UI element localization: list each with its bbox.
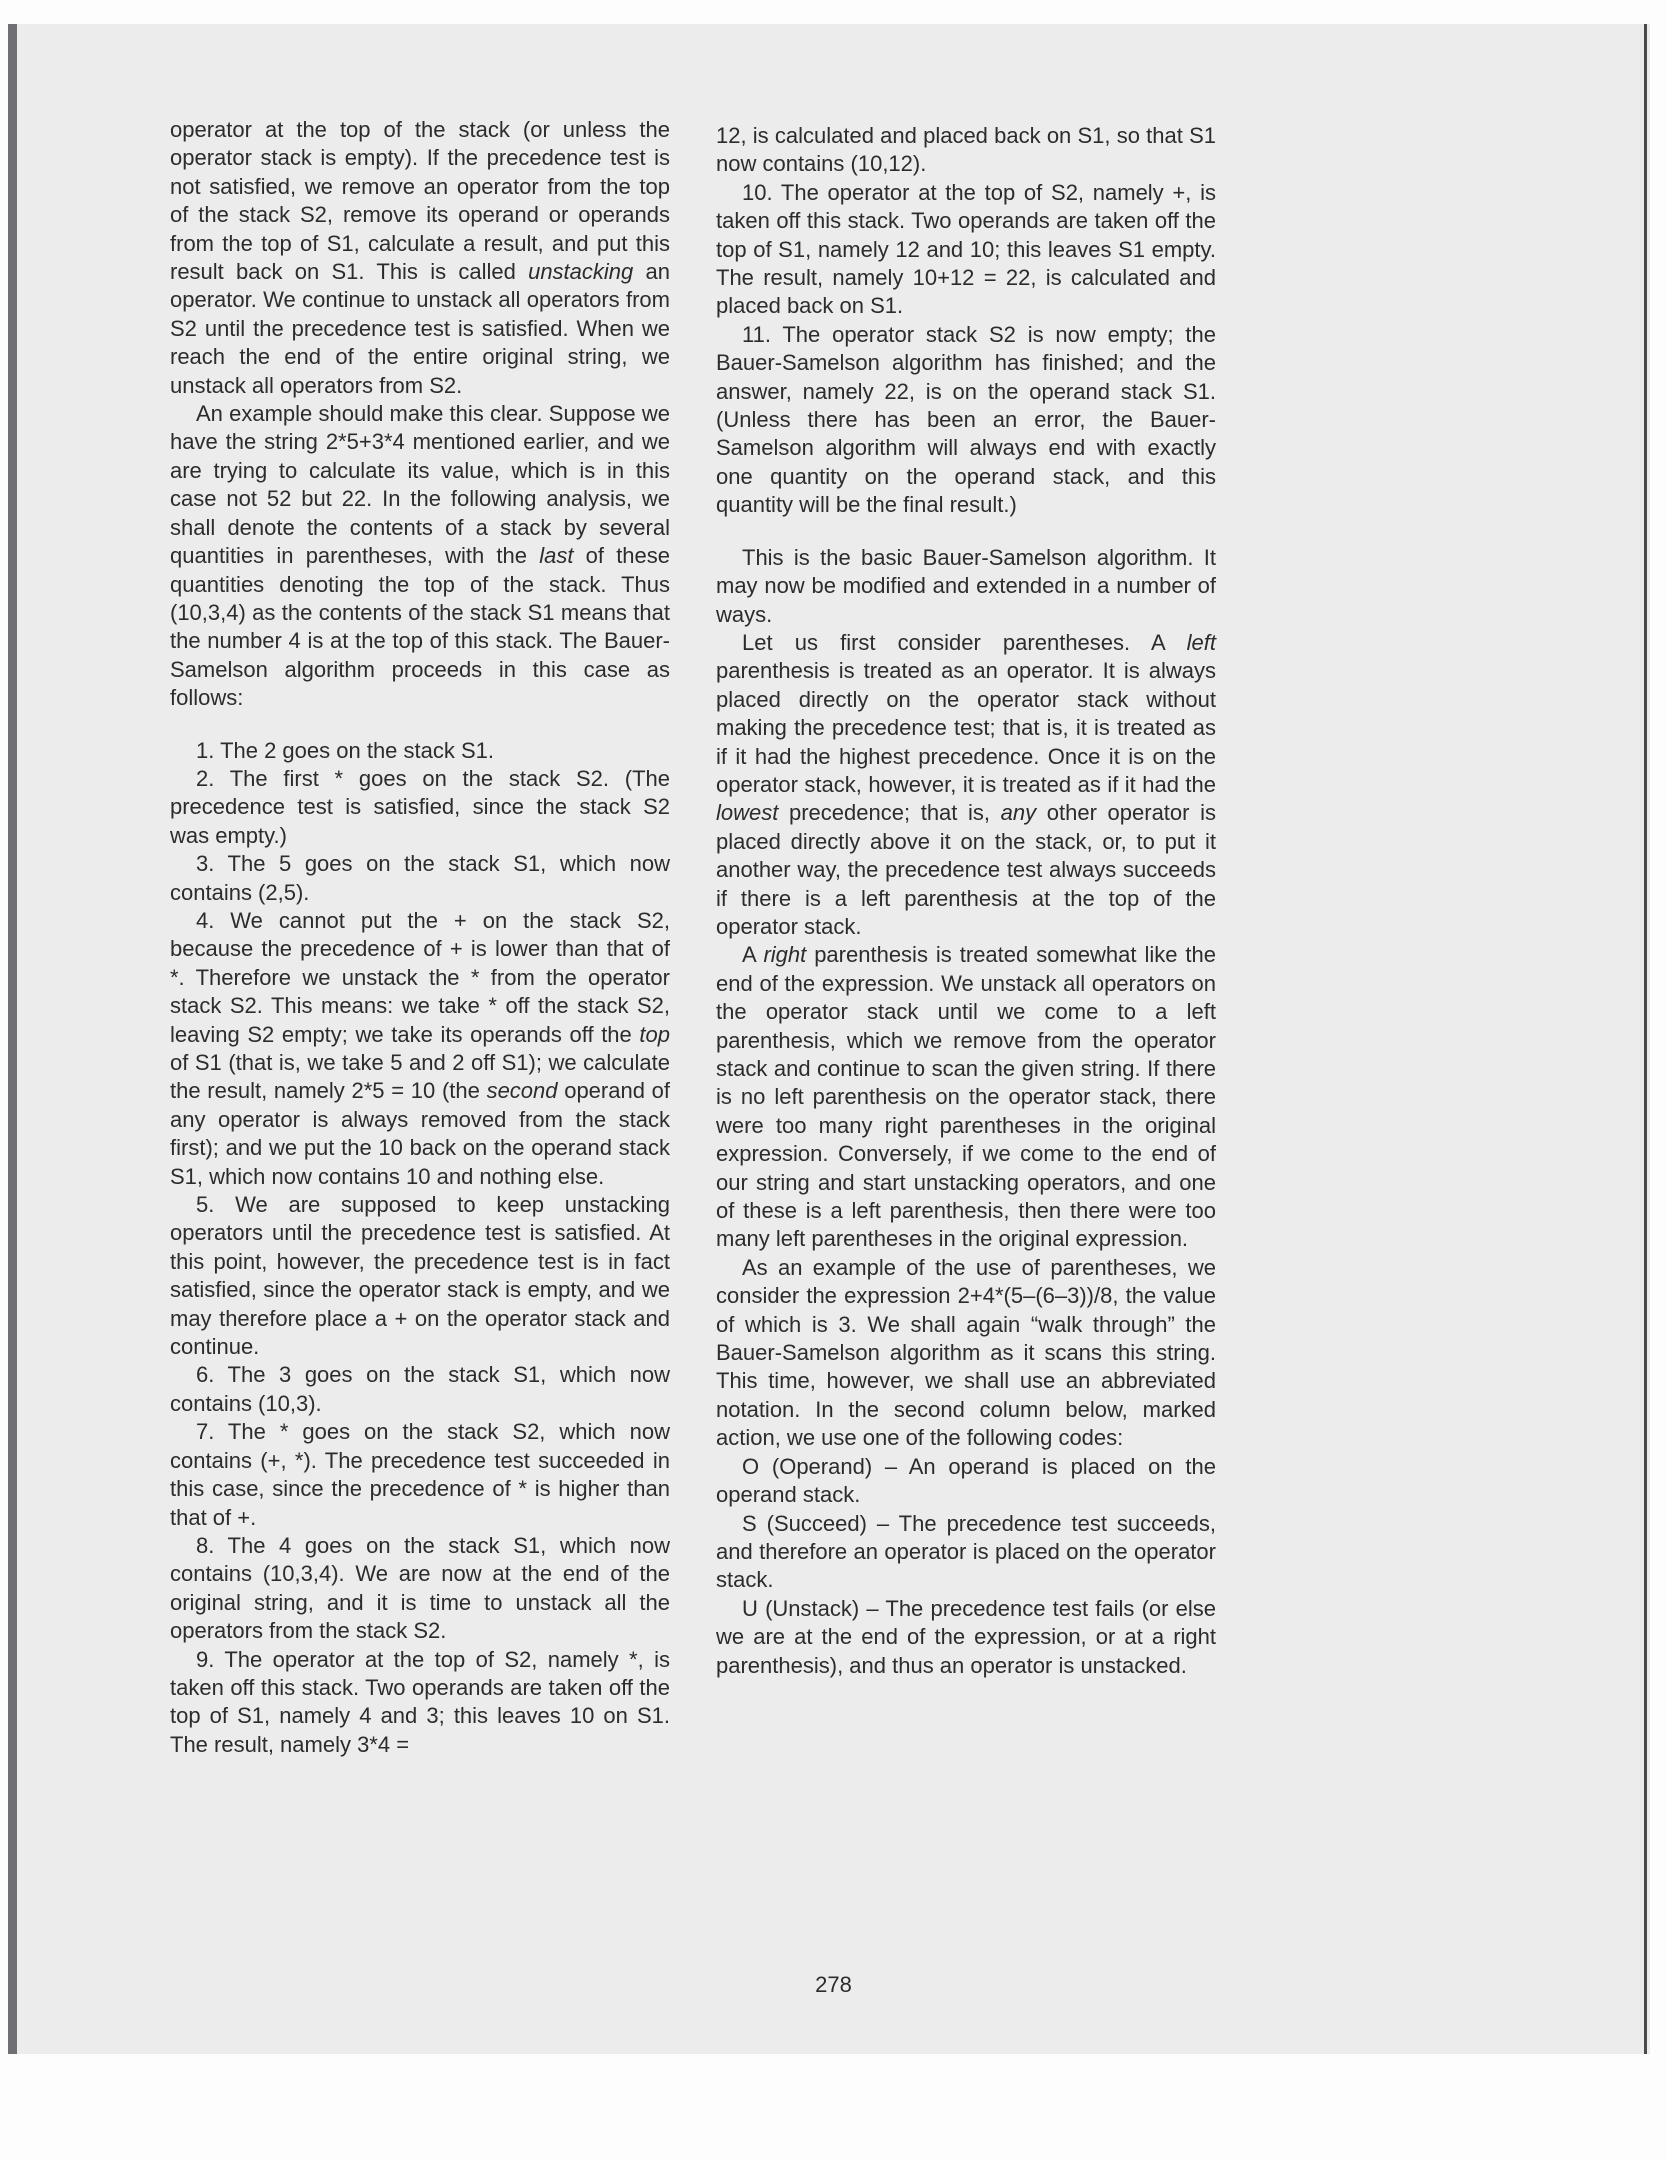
step-4: 4. We cannot put the + on the stack S2, because the precedence of + is lower than that of *. Therefore we unstack the * from the operator stack S2. This means: we take * off the stack S2, leaving S2 empty; we take its operands off the top of S1 (that is, we take 5 and 2 off S1); we calculate the result, namely 2*5 = 10 (the second operand of any operator is always removed from the stack first); and we put the 10 back on the operand stack S1, which now contains 10 and nothing else. (170, 907, 670, 1189)
code-operand: O (Operand) – An operand is placed on the operand stack. (716, 1453, 1216, 1508)
code-unstack: U (Unstack) – The precedence test fails (or else we are at the end of the expression, or at a right parenthesis), and thus an operator is unstacked. (716, 1595, 1216, 1678)
step-8: 8. The 4 goes on the stack S1, which now contains (10,3,4). We are now at the end of the original string, and it is time to unstack all the operators from the stack S2. (170, 1532, 670, 1644)
step-10: 10. The operator at the top of S2, namely +, is taken off this stack. Two operands are taken off the top of S1, namely 12 and 10; this leaves S1 empty. The result, namely 10+12 = 22, is calculated and placed back on S1. (716, 179, 1216, 319)
step-7: 7. The * goes on the stack S2, which now contains (+, *). The precedence test succeeded in this case, since the precedence of * is higher than that of +. (170, 1419, 670, 1530)
step-3: 3. The 5 goes on the stack S1, which now contains (2,5). (170, 851, 670, 905)
step-11: 11. The operator stack S2 is now empty; the Bauer-Samelson algorithm has finished; and the answer, namely 22, is on the operand stack S1. (Unless there has been an error, the Bauer-Samelson algorithm will always end with exactly one quantity on the operand stack, and this quantity will be the final result.) (716, 321, 1216, 518)
right-column (716, 122, 1216, 1680)
step-1: 1. The 2 goes on the stack S1. (196, 737, 495, 763)
intro-paragraph: operator at the top of the stack (or unless the operator stack is empty). If the precedence test is not satisfied, we remove an operator from the top of the stack S2, remove its operand or operands from the top of S1, calculate a result, and put this result back on S1. This is called unstacking an operator. We continue to unstack all operators from S2 until the precedence test is satisfied. When we reach the end of the entire original string, we unstack all operators from S2. (170, 117, 670, 398)
step-2: 2. The first * goes on the stack S2. (The precedence test is satisfied, since the stack S2 was empty.) (170, 765, 670, 848)
parentheses-example-paragraph: As an example of the use of parentheses, we consider the expression 2+4*(5–(6–3))/8, the value of which is 3. We shall again “walk through” the Bauer-Samelson algorithm as it scans this string. This time, however, we shall use an abbreviated notation. In the second column below, marked action, we use one of the following codes: (716, 1254, 1216, 1451)
example-paragraph: An example should make this clear. Suppose we have the string 2*5+3*4 mentioned earlier, and we are trying to calculate its value, which is in this case not 52 but 22. In the following analysis, we shall denote the contents of a stack by several quantities in parentheses, with the last of these quantities denoting the top of the stack. Thus (10,3,4) as the contents of the stack S1 means that the number 4 is at the top of this stack. The Bauer-Samelson algorithm proceeds in this case as follows: (170, 401, 671, 711)
basic-algorithm-paragraph: This is the basic Bauer-Samelson algorithm. It may now be modified and extended in a number of ways. (716, 544, 1216, 627)
page-number: 278 (815, 1972, 852, 1997)
step-9: 9. The operator at the top of S2, namely *, is taken off this stack. Two operands are taken off the top of S1, namely 4 and 3; this leaves 10 on S1. The result, namely 3*4 = (170, 1646, 670, 1757)
page-edge (1644, 24, 1647, 2054)
step-5: 5. We are supposed to keep unstacking operators until the precedence test is satisfied. At this point, however, the precedence test is in fact satisfied, since the operator stack is empty, and we may therefore place a + on the operator stack and continue. (170, 1192, 670, 1360)
left-column (170, 116, 670, 1759)
step-9-continued: 12, is calculated and placed back on S1, so that S1 now contains (10,12). (716, 123, 1216, 177)
binding-edge (8, 24, 17, 2054)
code-succeed: S (Succeed) – The precedence test succeeds, and therefore an operator is placed on the operator stack. (716, 1510, 1216, 1593)
step-6: 6. The 3 goes on the stack S1, which now contains (10,3). (170, 1362, 670, 1416)
right-parenthesis-paragraph: A right parenthesis is treated somewhat like the end of the expression. We unstack all operators on the operator stack until we come to a left parenthesis, which we remove from the operator stack and continue to scan the given string. If there is no left parenthesis on the operator stack, there were too many right parentheses in the original expression. Conversely, if we come to the end of our string and start unstacking operators, and one of these is a left parenthesis, then there were too many left parentheses in the original expression. (716, 942, 1217, 1252)
left-parenthesis-paragraph: Let us first consider parentheses. A left parenthesis is treated as an operator. It is always placed directly on the operator stack without making the precedence test; that is, it is treated as if it had the highest precedence. Once it is on the operator stack, however, it is treated as if it had the lowest precedence; that is, any other operator is placed directly above it on the stack, or, to put it another way, the precedence test always succeeds if there is a left parenthesis at the top of the operator stack. (716, 629, 1216, 939)
